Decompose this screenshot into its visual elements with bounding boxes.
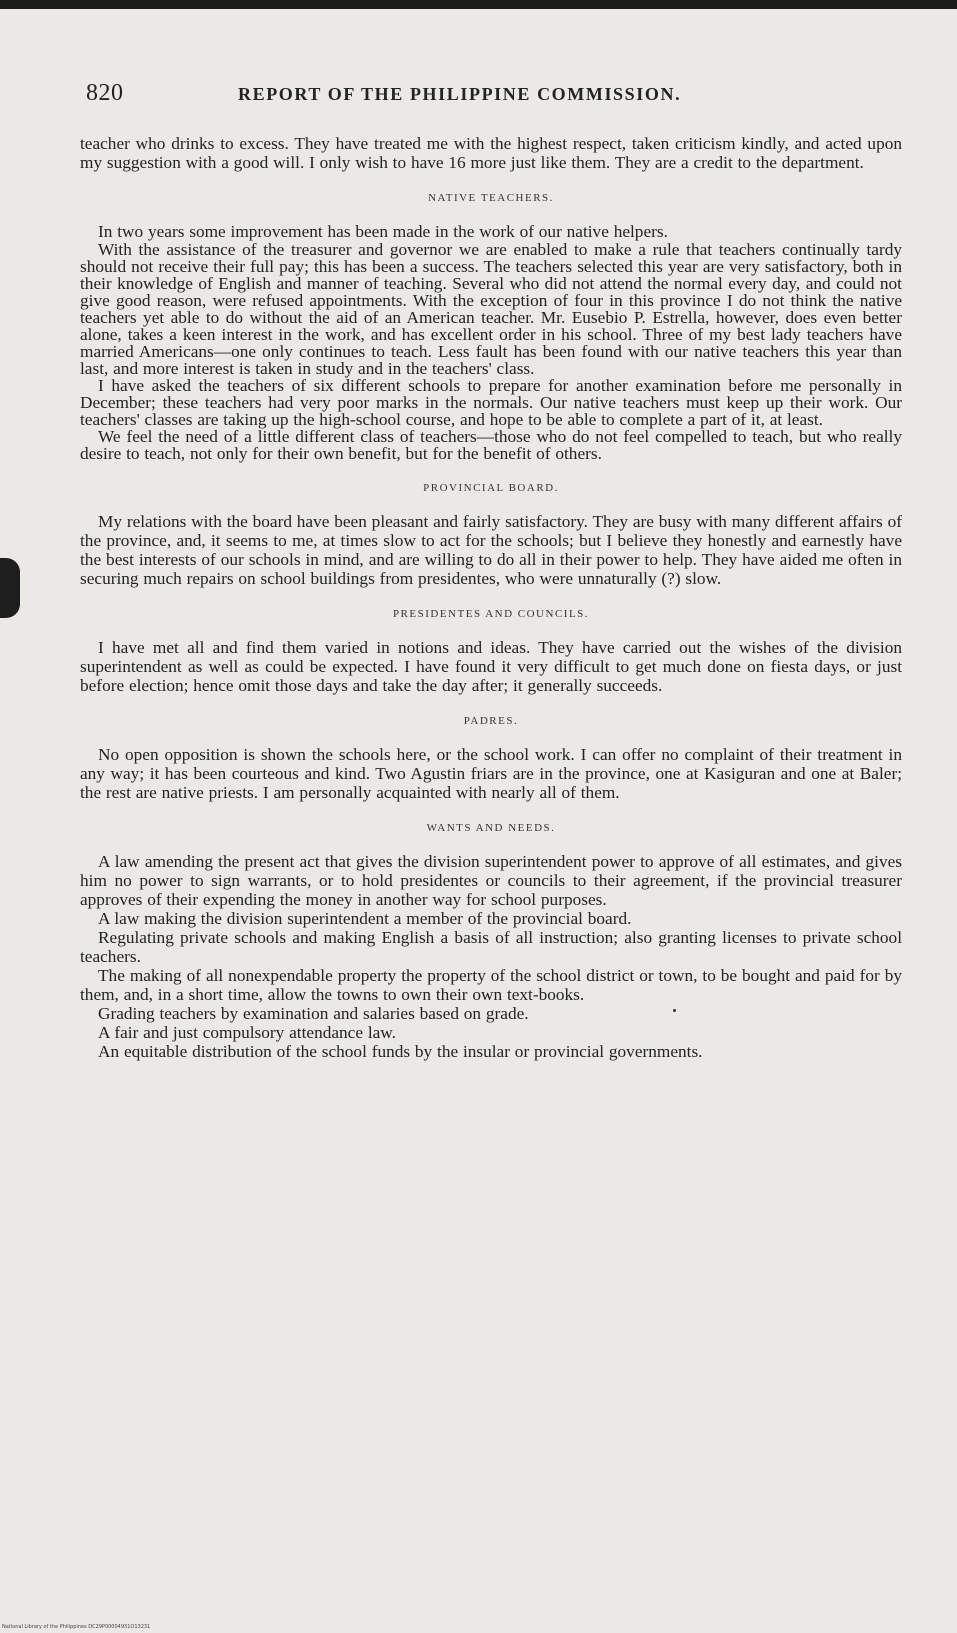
running-head xyxy=(80,76,902,110)
intro-paragraph: teacher who drinks to excess. They have treated me with the highest respect, taken criticism kindly, and acted upon my suggestion with a good will. I only wish to have 16 more just like them. They are a credit to the department. xyxy=(80,134,902,172)
provincial-board-paragraph: My relations with the board have been pleasant and fairly satisfactory. They are busy with many different affairs of the province, and, it seems to me, at times slow to act for the schools; but I believe they honestly and earnestly have the best interests of our schools in mind, and are willing to do all in their power to help. They have aided me often in securing much repairs on school buildings from presidentes, who were unnaturally (?) slow. xyxy=(80,512,902,588)
section-heading-presidentes-councils: PRESIDENTES AND COUNCILS. xyxy=(392,608,590,620)
wants-needs-paragraph-5: Grading teachers by examination and salaries based on grade. xyxy=(98,1004,529,1023)
wants-needs-paragraph-1: A law amending the present act that gives the division superintendent power to approve of all estimates, and gives him no power to sign warrants, or to hold presidentes or councils to their agreement, if the provincial treasurer approves of their expending the money in another way for school purposes. xyxy=(80,852,902,909)
wants-needs-paragraph-3: Regulating private schools and making English a basis of all instruction; also granting licenses to private school teachers. xyxy=(80,928,902,966)
section-heading-native-teachers: NATIVE TEACHERS. xyxy=(428,192,554,204)
page-body xyxy=(80,76,902,1061)
wants-needs-paragraph-2: A law making the division superintendent a member of the provincial board. xyxy=(98,909,632,928)
report-title: REPORT OF THE PHILIPPINE COMMISSION. xyxy=(238,84,682,104)
wants-needs-paragraph-7: An equitable distribution of the school funds by the insular or provincial governments. xyxy=(98,1042,703,1061)
native-teachers-paragraph-1: In two years some improvement has been made in the work of our native helpers. xyxy=(98,222,668,241)
page-number: 820 xyxy=(86,80,124,106)
wants-needs-paragraph-4: The making of all nonexpendable property the property of the school district or town, to be bought and paid for by them, and, in a short time, allow the towns to own their own text-books. xyxy=(80,966,902,1004)
section-heading-wants-needs: WANTS AND NEEDS. xyxy=(426,822,556,834)
scan-footer-note: National Library of the Philippines DC29P00004931O13231 xyxy=(2,1624,151,1630)
native-teachers-paragraph-2: With the assistance of the treasurer and governor we are enabled to make a rule that teachers continually tardy should not receive their full pay; this has been a success. The teachers selected this year are very satisfactory, both in their knowledge of English and manner of teaching. Several who did not attend the normal every day, and could not give good reason, were refused appointments. With the exception of four in this province I do not think the native teachers yet able to do without the aid of an American teacher. Mr. Eusebio P. Estrella, however, does even better alone, takes a keen interest in the work, and has excellent order in his school. Three of my best lady teachers have married Americans—one only continues to teach. Less fault has been found with our native teachers this year than last, and more interest is taken in study and in the teachers' class. xyxy=(80,240,902,378)
presidentes-councils-paragraph: I have met all and find them varied in notions and ideas. They have carried out the wishes of the division superintendent as well as could be expected. I have found it very difficult to get much done on fiesta days, or just before election; hence omit those days and take the day after; it generally succeeds. xyxy=(80,638,902,695)
page-top-edge xyxy=(0,0,957,9)
section-heading-padres: PADRES. xyxy=(463,715,519,727)
section-heading-provincial-board: PROVINCIAL BOARD. xyxy=(423,482,559,494)
scan-blot xyxy=(0,558,20,618)
padres-paragraph: No open opposition is shown the schools here, or the school work. I can offer no complaint of their treatment in any way; it has been courteous and kind. Two Agustin friars are in the province, one at Kasiguran and one at Baler; the rest are native priests. I am personally acquainted with nearly all of them. xyxy=(80,745,902,802)
wants-needs-paragraph-6: A fair and just compulsory attendance law. xyxy=(98,1023,396,1042)
native-teachers-paragraph-4: We feel the need of a little different class of teachers—those who do not feel compelled to teach, but who really desire to teach, not only for their own benefit, but for the benefit of others. xyxy=(80,427,902,463)
native-teachers-paragraph-3: I have asked the teachers of six different schools to prepare for another examination before me personally in December; these teachers had very poor marks in the normals. Our native teachers must keep up their work. Our teachers' classes are taking up the high-school course, and hope to be able to complete a part of it, at least. xyxy=(80,376,902,429)
